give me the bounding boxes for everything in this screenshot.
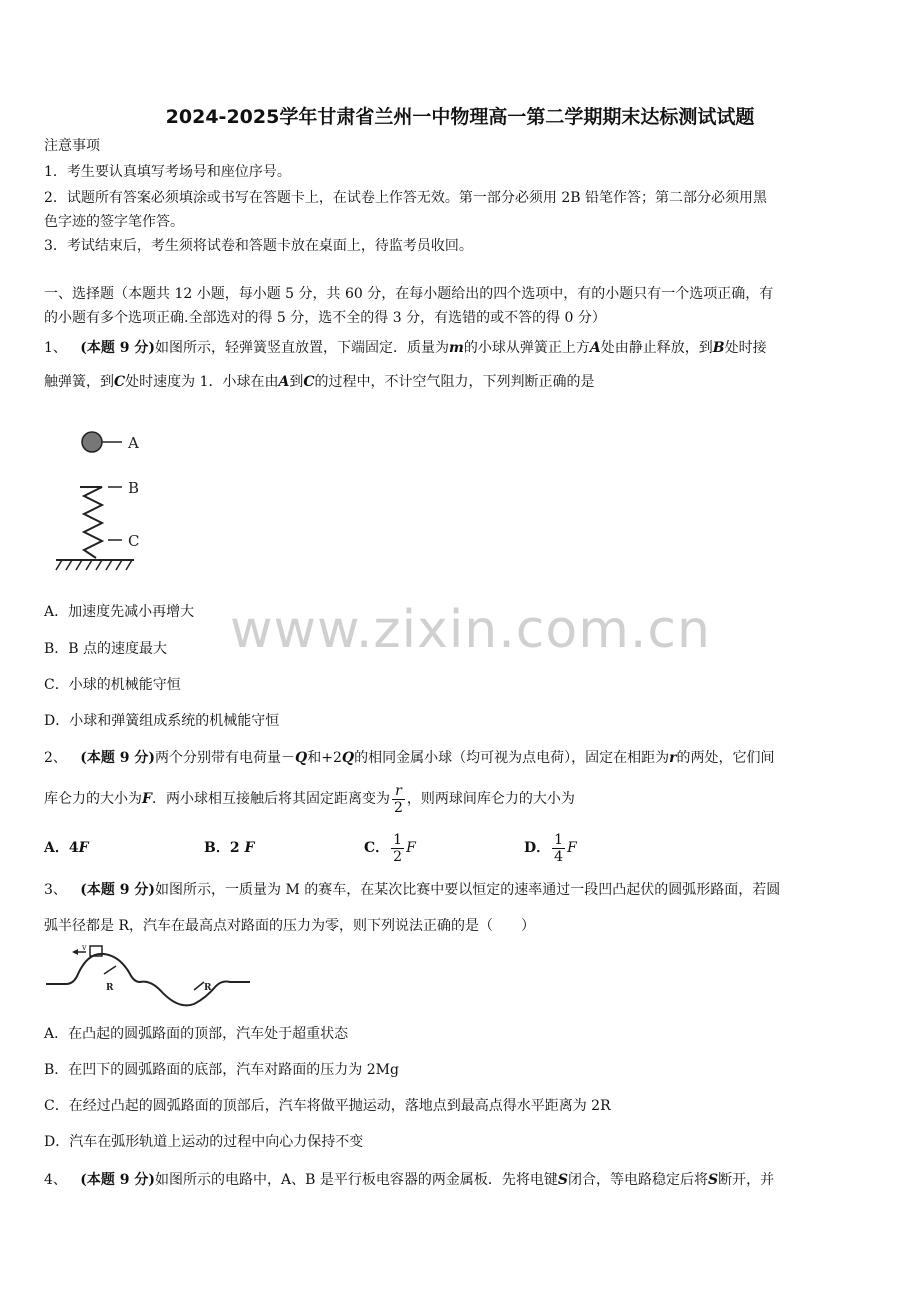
figure-label-a: A: [128, 434, 139, 452]
fraction-numerator: r: [392, 783, 405, 800]
question-text: 如图所示，轻弹簧竖直放置，下端固定．质量为: [155, 340, 450, 356]
math-var: F: [244, 840, 255, 856]
watermark: www.zixin.com.cn: [230, 600, 711, 660]
option-d: [524, 826, 577, 870]
question-text: 处时速度为 1．小球在由: [125, 374, 279, 390]
option-c: C．小球的机械能守恒: [44, 677, 181, 693]
fraction-numerator: 1: [393, 831, 403, 848]
page-title: 2024-2025学年甘肃省兰州一中物理高一第二学期期末达标测试试题: [165, 106, 755, 128]
math-var: F: [78, 840, 89, 856]
question-text: 两个分别带有电荷量－: [155, 750, 296, 766]
math-var: S: [708, 1172, 719, 1188]
math-var: Q: [341, 750, 355, 766]
road-curve: [46, 954, 250, 1006]
notice-heading: 注意事项: [44, 138, 100, 154]
question-text: 断开，并: [718, 1172, 775, 1188]
math-var: F: [142, 791, 152, 807]
option-label: B．: [204, 840, 230, 856]
question-text: 的相同金属小球（均可视为点电荷），固定在相距为: [354, 750, 670, 766]
math-var: Q: [295, 750, 308, 766]
math-var: F: [406, 840, 416, 856]
option-b: [204, 836, 254, 860]
question-text: 处时接: [724, 340, 767, 356]
fraction-denominator: 4: [554, 848, 564, 865]
option-d: D．汽车在弧形轨道上运动的过程中向心力保持不变: [44, 1134, 364, 1150]
fraction-denominator: 2: [393, 799, 403, 816]
question-text: ．两小球相互接触后将其固定距离变为: [151, 791, 390, 807]
question-3-line-2: 弧半径都是 R，汽车在最高点对路面的压力为零，则下列说法正确的是（ ）: [44, 918, 535, 934]
option-label: A．: [44, 840, 69, 856]
math-var: A: [589, 340, 601, 356]
question-text: 的两处，它们间: [676, 750, 775, 766]
figure-label-b: B: [128, 479, 140, 497]
option-a: A．加速度先减小再增大: [44, 604, 195, 620]
question-2-line-2: [44, 778, 575, 820]
fraction-denominator: 2: [393, 848, 403, 865]
option-label: C．: [364, 840, 390, 856]
spring-figure: [54, 424, 164, 574]
notice-item: 2．试题所有答案必须填涂或书写在答题卡上，在试卷上作答无效。第一部分必须用 2B 铅笔作答；第二部分必须用黑: [44, 190, 767, 206]
math-var: A: [278, 374, 290, 390]
question-text: 如图所示的电路中，A、B 是平行板电容器的两金属板．先将电键: [155, 1172, 558, 1188]
question-1-line-2: [44, 372, 595, 392]
option-d: D．小球和弹簧组成系统的机械能守恒: [44, 713, 280, 729]
notice-item: 色字迹的签字笔作答。: [44, 214, 184, 230]
figure-label-v: v: [82, 944, 87, 952]
question-text: 的过程中，不计空气阻力，下列判断正确的是: [314, 374, 595, 390]
option-c: [364, 826, 416, 870]
fraction-numerator: 1: [554, 831, 564, 848]
math-var: m: [449, 340, 464, 356]
fraction: [392, 783, 405, 816]
question-number: 4、: [44, 1172, 67, 1188]
figure-label-r: R: [204, 983, 212, 993]
ball-icon: [82, 432, 102, 452]
question-score: (本题 9 分): [80, 882, 156, 898]
notice-item: 3．考试结束后，考生须将试卷和答题卡放在桌面上，待监考员收回。: [44, 238, 473, 254]
fraction: [552, 832, 565, 865]
option-value: 2: [229, 840, 240, 856]
option-c: C．在经过凸起的圆弧路面的顶部后，汽车将做平抛运动，落地点到最高点得水平距离为 2R: [44, 1098, 611, 1114]
math-var: F: [567, 840, 577, 856]
question-text: 闭合，等电路稳定后将: [568, 1172, 709, 1188]
question-score: (本题 9 分): [80, 1172, 156, 1188]
question-text: 到: [289, 374, 304, 390]
question-number: 1、: [44, 340, 67, 356]
question-number: 3、: [44, 882, 67, 898]
section-header-line: 的小题有多个选项正确.全部选对的得 5 分，选不全的得 3 分，有选错的或不答的得 0 分）: [44, 310, 606, 326]
math-var: B: [712, 340, 725, 356]
fraction: [391, 832, 404, 865]
math-var: C: [303, 374, 315, 390]
option-label: D．: [524, 840, 551, 856]
question-text: ，则两球间库仑力的大小为: [406, 791, 575, 807]
question-4-line-1: [44, 1170, 774, 1190]
ground-hatch: [56, 560, 132, 570]
question-text: 触弹簧，到: [44, 374, 114, 390]
question-score: (本题 9 分): [80, 340, 156, 356]
math-var: r: [669, 750, 677, 766]
question-text: 库仑力的大小为: [44, 791, 142, 807]
question-text: 和+2: [307, 750, 342, 766]
section-header-line: 一、选择题（本题共 12 小题，每小题 5 分，共 60 分，在每小题给出的四个选项中，有的小题只有一个选项正确，有: [44, 286, 774, 302]
option-a: [44, 836, 89, 860]
question-1-line-1: [44, 338, 767, 358]
option-a: A．在凸起的圆弧路面的顶部，汽车处于超重状态: [44, 1026, 349, 1042]
question-text: 的小球从弹簧正上方: [463, 340, 590, 356]
question-text: 处由静止释放，到: [600, 340, 713, 356]
spring-icon: [80, 487, 102, 558]
figure-label-c: C: [128, 532, 140, 550]
question-text: 如图所示，一质量为 M 的赛车，在某次比赛中要以恒定的速率通过一段凹凸起伏的圆弧形路面，若圆: [155, 882, 781, 898]
question-2-line-1: [44, 748, 774, 768]
option-value: 4: [68, 840, 79, 856]
math-var: C: [114, 374, 126, 390]
notice-item: 1．考生要认真填写考场号和座位序号。: [44, 164, 291, 180]
option-b: B．在凹下的圆弧路面的底部，汽车对路面的压力为 2Mg: [44, 1062, 399, 1078]
option-b: B．B 点的速度最大: [44, 641, 168, 657]
question-3-line-1: [44, 880, 780, 900]
road-figure: [44, 944, 254, 1014]
question-score: (本题 9 分): [80, 750, 156, 766]
question-number: 2、: [44, 750, 67, 766]
math-var: S: [557, 1172, 569, 1188]
figure-label-r: R: [106, 983, 114, 993]
